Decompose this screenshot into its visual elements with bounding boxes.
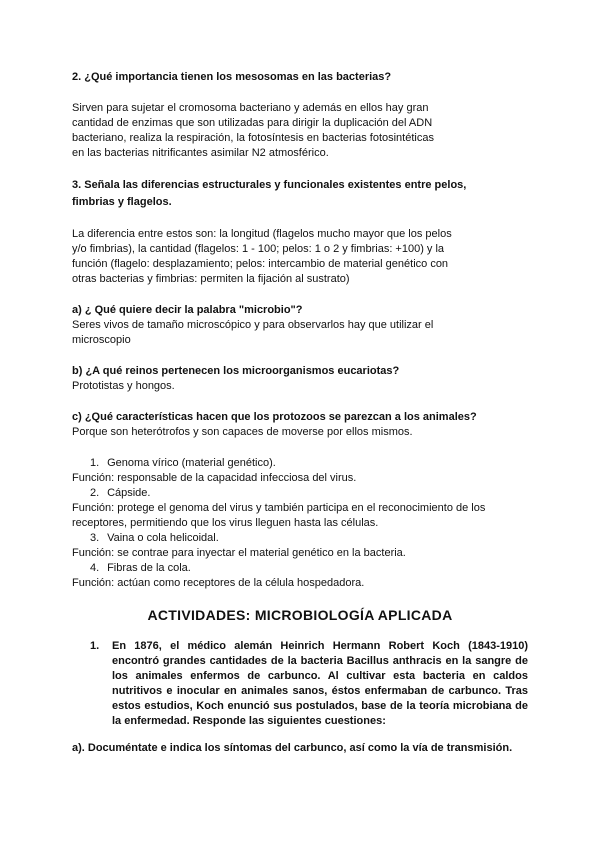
list-item [72, 531, 528, 546]
answer-line: microscopio [72, 334, 131, 346]
activity-number: 1. [90, 640, 100, 652]
answer-line: bacteriano, realiza la respiración, la fotosíntesis en bacterias fotosintéticas [72, 132, 434, 144]
list-item [72, 486, 528, 501]
activity-sub-question-a: a). Documéntate e indica los síntomas del carbunco, así como la vía de transmisión. [72, 742, 513, 754]
question-2-title: 2. ¿Qué importancia tienen los mesosomas en las bacterias? [72, 71, 392, 83]
list-number: 4. [90, 562, 100, 574]
list-number: 2. [90, 487, 100, 499]
question-c-answer: Porque son heterótrofos y son capaces de moverse por ellos mismos. [72, 426, 413, 438]
question-3-title [72, 177, 528, 211]
answer-line: función (flagelo: desplazamiento; pelos: intercambio de material genético con [72, 258, 449, 270]
list-item [72, 561, 528, 576]
question-2-answer [72, 101, 528, 161]
answer-line: Seres vivos de tamaño microscópico y para observarlos hay que utilizar el [72, 319, 434, 331]
list-item-name: Genoma vírico (material genético). [107, 457, 276, 469]
question-c-title: c) ¿Qué características hacen que los protozoos se parezcan a los animales? [72, 411, 477, 423]
list-item-name: Cápside. [107, 487, 151, 499]
answer-line: Sirven para sujetar el cromosoma bacteriano y además en ellos hay gran [72, 102, 429, 114]
list-item-function: receptores, permitiendo que los virus lleguen hasta las células. [72, 517, 379, 529]
list-number: 3. [90, 532, 100, 544]
list-item-name: Vaina o cola helicoidal. [107, 532, 219, 544]
list-item-name: Fibras de la cola. [107, 562, 191, 574]
list-item-function: Función: se contrae para inyectar el material genético en la bacteria. [72, 547, 406, 559]
question-line: fimbrias y flagelos. [72, 196, 172, 208]
question-b-answer: Prototistas y hongos. [72, 380, 175, 392]
question-a-title: a) ¿ Qué quiere decir la palabra "microbio"? [72, 304, 303, 316]
question-b-title: b) ¿A qué reinos pertenecen los microorganismos eucariotas? [72, 365, 400, 377]
activity-text: En 1876, el médico alemán Heinrich Hermann Robert Koch (1843-1910) encontró grandes cantidades de la bacteria Bacillus anthracis en la sangre de los animales enfermos de carbunco. Al cultivar esta bacteria en caldos nutritivos e inocular en animales sanos, éstos enfermaban de carbunco. Tras estos estudios, Koch enunció sus postulados, base de la teoría microbiana de la enfermedad. Responde las siguientes cuestiones: [112, 640, 528, 727]
answer-line: La diferencia entre estos son: la longitud (flagelos mucho mayor que los pelos [72, 228, 452, 240]
list-item-function: Función: responsable de la capacidad infecciosa del virus. [72, 472, 357, 484]
list-number: 1. [90, 457, 100, 469]
question-a-answer [72, 318, 528, 348]
answer-line: otras bacterias y fimbrias: permiten la fijación al sustrato) [72, 273, 350, 285]
activities-heading: ACTIVIDADES: MICROBIOLOGÍA APLICADA [147, 607, 453, 623]
answer-line: y/o fimbrias), la cantidad (flagelos: 1 - 100; pelos: 1 o 2 y fimbrias: +100) y la [72, 243, 445, 255]
answer-line: cantidad de enzimas que son utilizadas para dirigir la duplicación del ADN [72, 117, 433, 129]
list-item-function: Función: actúan como receptores de la célula hospedadora. [72, 577, 365, 589]
question-3-answer [72, 227, 528, 287]
list-item [72, 456, 528, 471]
virus-parts-list [72, 456, 528, 591]
activity-item-1 [90, 639, 528, 729]
list-item-function: Función: protege el genoma del virus y también participa en el reconocimiento de los [72, 502, 486, 514]
answer-line: en las bacterias nitrificantes asimilar N2 atmosférico. [72, 147, 329, 159]
question-line: 3. Señala las diferencias estructurales y funcionales existentes entre pelos, [72, 179, 467, 191]
